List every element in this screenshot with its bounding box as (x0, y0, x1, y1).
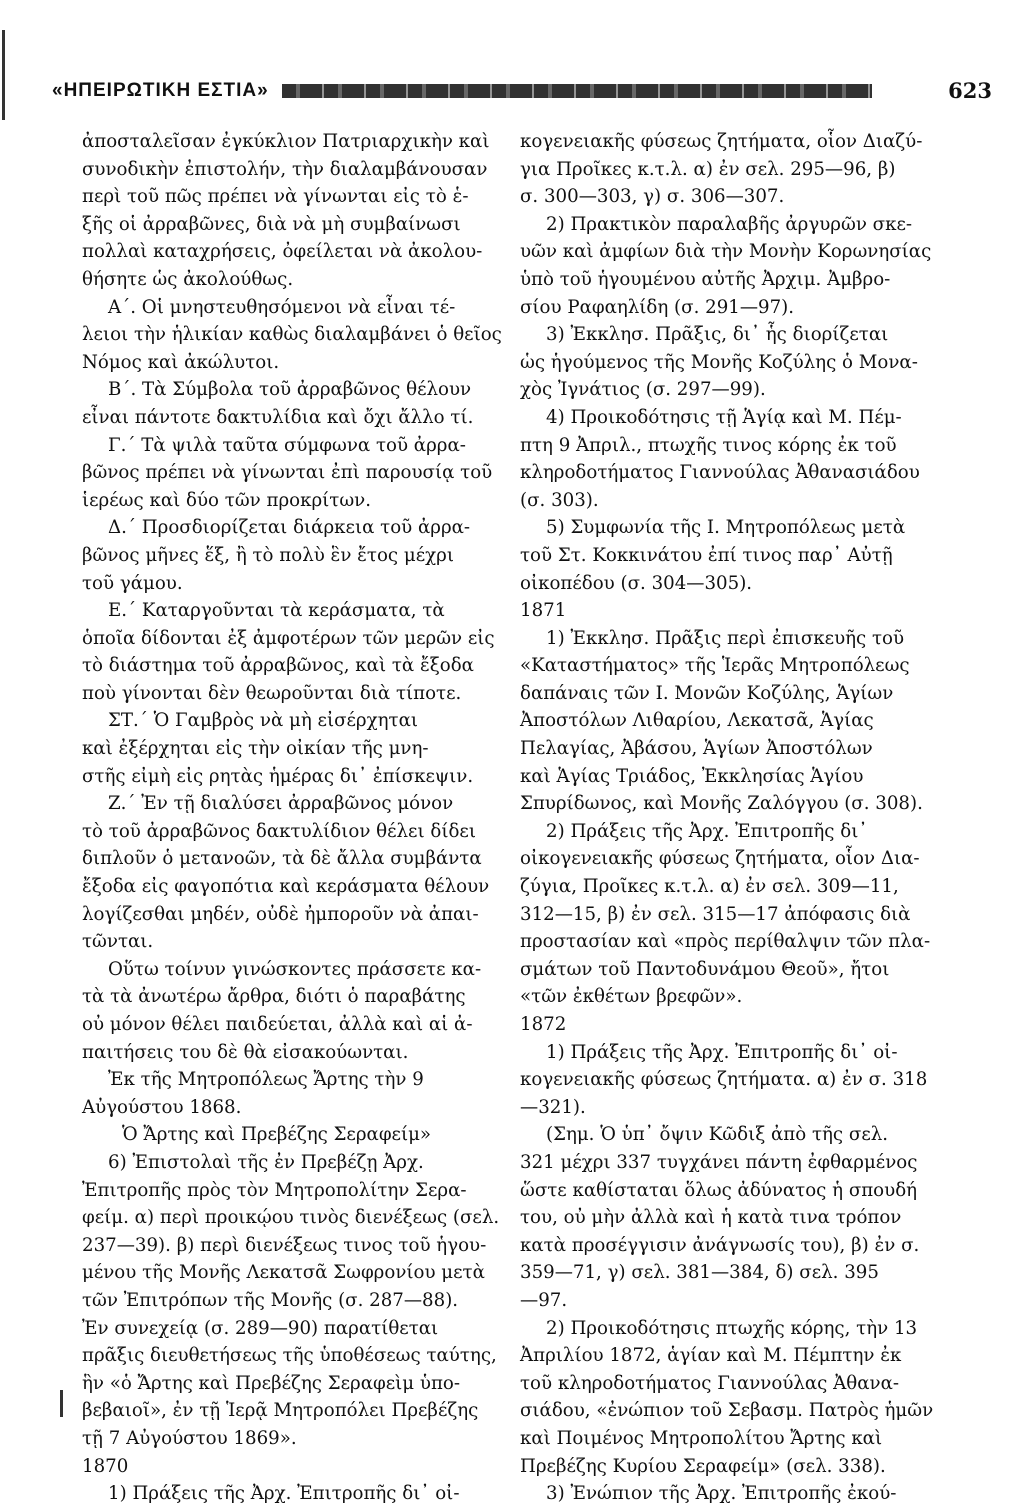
text-line: 312—15, β) ἐν σελ. 315—17 ἀπόφασις διὰ (520, 903, 911, 925)
text-line: 2) Πράξεις τῆς Ἀρχ. Ἐπιτροπῆς δι᾿ (546, 820, 868, 842)
text-line: τοῦ γάμου. (82, 572, 183, 594)
text-line: τοῦ Στ. Κοκκινάτου ἐπί τινος παρ᾿ Αὐτῇ (520, 544, 893, 566)
text-line: 1872 (520, 1014, 567, 1035)
text-line: στῆς εἰμὴ εἰς ρητὰς ἡμέρας δι᾿ ἐπίσκεψιν. (82, 765, 474, 787)
text-line: Ἀπριλίου 1872, ἁγίαν καὶ Μ. Πέμπτην ἐκ (520, 1345, 902, 1367)
right-column (520, 128, 940, 1508)
text-line: ποὺ γίνονται δὲν θεωροῦνται διὰ τίποτε. (82, 682, 462, 704)
text-line: —97. (520, 1289, 568, 1311)
text-line: ΣΤ.΄ Ὁ Γαμβρὸς νὰ μὴ εἰσέρχηται (108, 710, 418, 732)
text-line: Β΄. Τὰ Σύμβολα τοῦ ἀρραβῶνος θέλουν (108, 379, 472, 401)
scan-margin-mark (60, 1390, 63, 1417)
text-line: Ἐν συνεχείᾳ (σ. 289—90) παρατίθεται (82, 1317, 439, 1339)
text-line: ὡς ἡγούμενος τῆς Μονῆς Κοζύλης ὁ Μονα- (520, 351, 918, 373)
text-line: βῶνος μῆνες ἕξ, ἢ τὸ πολὺ ἓν ἔτος μέχρι (82, 544, 454, 566)
text-line: 1) Ἐκκλησ. Πρᾶξις περὶ ἐπισκευῆς τοῦ (546, 627, 905, 649)
text-line: Πρεβέζης Κυρίου Σεραφείμ» (σελ. 338). (520, 1455, 886, 1477)
text-line: 6) Ἐπιστολαὶ τῆς ἐν Πρεβέζῃ Ἀρχ. (108, 1151, 424, 1173)
text-line: τὰ τὰ ἀνωτέρω ἄρθρα, διότι ὁ παραβάτης (82, 986, 466, 1008)
text-line: 1) Πράξεις τῆς Ἀρχ. Ἐπιτροπῆς δι᾿ οἰ- (546, 1041, 898, 1063)
text-line: ὁποῖα δίδονται ἐξ ἀμφοτέρων τῶν μερῶν εἰς (82, 627, 495, 649)
text-line: καὶ ἐξέρχηται εἰς τὴν οἰκίαν τῆς μνη- (82, 738, 429, 760)
scan-margin-mark (2, 30, 5, 120)
text-line: βῶνος πρέπει νὰ γίνωνται ἐπὶ παρουσίᾳ τοῦ (82, 462, 493, 484)
text-line: οἰκοπέδου (σ. 304—305). (520, 572, 753, 594)
text-line: τῶνται. (82, 931, 154, 953)
text-line: ἔξοδα εἰς φαγοπότια καὶ κεράσματα θέλουν (82, 876, 490, 898)
text-line: «τῶν ἐκθέτων βρεφῶν». (520, 986, 743, 1008)
text-line: ἀποσταλεῖσαν ἐγκύκλιον Πατριαρχικὴν καὶ (82, 131, 490, 152)
text-line: 3) Ἐνώπιον τῆς Ἀρχ. Ἐπιτροπῆς ἐκού- (546, 1483, 897, 1505)
text-line: πολλαὶ καταχρήσεις, ὀφείλεται νὰ ἀκολου- (82, 241, 483, 263)
text-line: 5) Συμφωνία τῆς Ι. Μητροπόλεως μετὰ (546, 517, 906, 539)
text-line: 359—71, γ) σελ. 381—384, δ) σελ. 395 (520, 1262, 879, 1284)
text-line: μένου τῆς Μονῆς Λεκατσᾶ Σωφρονίου μετὰ (82, 1262, 485, 1284)
text-line: «Καταστήματος» τῆς Ἱερᾶς Μητροπόλεως (520, 655, 910, 677)
text-line: 2) Πρακτικὸν παραλαβῆς ἀργυρῶν σκε- (546, 213, 913, 235)
text-line: χὸς Ἰγνάτιος (σ. 297—99). (520, 379, 766, 401)
text-line: Ζ.΄ Ἐν τῇ διαλύσει ἀρραβῶνος μόνον (108, 793, 454, 815)
text-line: κογενειακῆς φύσεως ζητήματα. α) ἐν σ. 318 (520, 1069, 928, 1091)
text-line: συνοδικὴν ἐπιστολήν, τὴν διαλαμβάνουσαν (82, 158, 488, 180)
text-line: λειοι τὴν ἡλικίαν καθὼς διαλαμβάνει ὁ θεῖος (82, 324, 502, 346)
page-number: 623 (948, 78, 992, 103)
text-line: 4) Προικοδότησις τῇ Ἁγίᾳ καὶ Μ. Πέμ- (546, 406, 902, 428)
text-line: Νόμος καὶ ἀκώλυτοι. (82, 351, 280, 373)
text-line: του, οὐ μὴν ἀλλὰ καὶ ἡ κατὰ τινα τρόπον (520, 1207, 902, 1229)
text-line: διπλοῦν ὁ μετανοῶν, τὰ δὲ ἄλλα συμβάντα (82, 848, 482, 870)
text-line: 1) Πράξεις τῆς Ἀρχ. Ἐπιτροπῆς δι᾿ οἰ- (108, 1483, 460, 1505)
text-line: Ε.΄ Καταργοῦνται τὰ κεράσματα, τὰ (108, 600, 445, 622)
text-line: περὶ τοῦ πῶς πρέπει νὰ γίνωνται εἰς τὸ ἑ- (82, 186, 469, 208)
header-rule (282, 84, 872, 98)
text-line: τῶν Ἐπιτρόπων τῆς Μονῆς (σ. 287—88). (82, 1289, 459, 1311)
text-line: καὶ Ἁγίας Τριάδος, Ἐκκλησίας Ἁγίου (520, 765, 864, 787)
text-line: σ. 300—303, γ) σ. 306—307. (520, 186, 785, 208)
text-line: καὶ Ποιμένος Μητροπολίτου Ἄρτης καὶ (520, 1427, 883, 1449)
text-line: ἣν «ὁ Ἄρτης καὶ Πρεβέζης Σεραφεὶμ ὑπο- (82, 1372, 461, 1394)
journal-title: «ΗΠΕΙΡΩΤΙΚΗ ΕΣΤΙΑ» (52, 80, 269, 101)
text-line: —321). (520, 1096, 586, 1118)
text-line: ὑπὸ τοῦ ἡγουμένου αὐτῆς Ἀρχιμ. Ἀμβρο- (520, 268, 891, 290)
text-line: θήσητε ὡς ἀκολούθως. (82, 268, 294, 290)
text-line: Σπυρίδωνος, καὶ Μονῆς Ζαλόγγου (σ. 308). (520, 793, 923, 815)
text-line: ὥστε καθίσταται ὅλως ἀδύνατος ἡ σπουδή (520, 1179, 918, 1201)
text-line: σμάτων τοῦ Παντοδυνάμου Θεοῦ», ἤτοι (520, 958, 890, 980)
text-line: Αὐγούστου 1868. (82, 1096, 242, 1118)
text-line: δαπάναις τῶν Ι. Μονῶν Κοζύλης, Ἁγίων (520, 682, 894, 704)
text-line: 1870 (82, 1455, 129, 1477)
text-line: ἱερέως καὶ δύο τῶν προκρίτων. (82, 489, 372, 511)
text-line: σιάδου, «ἐνώπιον τοῦ Σεβασμ. Πατρὸς ἡμῶν (520, 1400, 934, 1422)
text-line: παιτήσεις του δὲ θὰ εἰσακούωνται. (82, 1041, 409, 1063)
text-line: σίου Ραφαηλίδη (σ. 291—97). (520, 296, 795, 318)
text-line: Ὁ Ἄρτης καὶ Πρεβέζης Σεραφείμ» (122, 1124, 432, 1146)
text-line: Ἀποστόλων Λιθαρίου, Λεκατσᾶ, Ἁγίας (520, 710, 874, 732)
text-line: οἰκογενειακῆς φύσεως ζητήματα, οἷον Δια- (520, 848, 920, 870)
text-line: 2) Προικοδότησις πτωχῆς κόρης, τὴν 13 (546, 1317, 918, 1339)
text-line: οὐ μόνον θέλει παιδεύεται, ἀλλὰ καὶ αἱ ἀ- (82, 1014, 473, 1035)
text-line: εἶναι πάντοτε δακτυλίδια καὶ ὄχι ἄλλο τί. (82, 406, 474, 428)
text-line: Ἐπιτροπῆς πρὸς τὸν Μητροπολίτην Σερα- (82, 1179, 467, 1201)
text-line: τῇ 7 Αὐγούστου 1869». (82, 1427, 297, 1449)
text-line: Ἐκ τῆς Μητροπόλεως Ἄρτης τὴν 9 (108, 1069, 424, 1091)
text-line: Α΄. Οἱ μνηστευθησόμενοι νὰ εἶναι τέ- (108, 296, 456, 318)
text-line: 3) Ἐκκλησ. Πρᾶξις, δι᾿ ἧς διορίζεται (546, 324, 889, 346)
text-line: Οὕτω τοίνυν γινώσκοντες πράσσετε κα- (108, 958, 482, 980)
text-line: υῶν καὶ ἀμφίων διὰ τὴν Μονὴν Κορωνησίας (520, 241, 932, 263)
text-line: Δ.΄ Προσδιορίζεται διάρκεια τοῦ ἀρρα- (108, 517, 471, 539)
text-line: φείμ. α) περὶ προικῴου τινὸς διενέξεως (σελ. (82, 1207, 500, 1229)
text-line: 321 μέχρι 337 τυγχάνει πάντη ἐφθαρμένος (520, 1151, 918, 1173)
text-line: για Προῖκες κ.τ.λ. α) ἐν σελ. 295—96, β) (520, 158, 896, 180)
text-line: ζύγια, Προῖκες κ.τ.λ. α) ἐν σελ. 309—11, (520, 876, 899, 898)
text-line: Γ.΄ Τὰ ψιλὰ ταῦτα σύμφωνα τοῦ ἀρρα- (108, 434, 466, 456)
text-line: προστασίαν καὶ «πρὸς περίθαλψιν τῶν πλα- (520, 931, 931, 953)
text-line: πτη 9 Ἀπριλ., πτωχῆς τινος κόρης ἐκ τοῦ (520, 434, 897, 456)
text-line: λογίζεσθαι μηδέν, οὐδὲ ἠμποροῦν νὰ ἀπαι- (82, 903, 479, 925)
page-header (52, 78, 992, 108)
text-line: Πελαγίας, Ἀβάσου, Ἁγίων Ἀποστόλων (520, 738, 873, 760)
text-line: ξῆς οἱ ἀρραβῶνες, διὰ νὰ μὴ συμβαίνωσι (82, 213, 461, 235)
text-line: κληροδοτήματος Γιαννούλας Ἀθανασιάδου (520, 462, 920, 484)
text-line: πρᾶξις διευθετήσεως τῆς ὑποθέσεως ταύτης, (82, 1345, 497, 1367)
text-line: 237—39). β) περὶ διενέξεως τινος τοῦ ἡγου- (82, 1234, 487, 1256)
text-line: τὸ τοῦ ἀρραβῶνος δακτυλίδιον θέλει δίδει (82, 820, 476, 842)
text-line: (σ. 303). (520, 489, 599, 511)
text-line: βεβαιοῖ», ἐν τῇ Ἱερᾷ Μητροπόλει Πρεβέζης (82, 1400, 479, 1422)
text-line: τὸ διάστημα τοῦ ἀρραβῶνος, καὶ τὰ ἔξοδα (82, 655, 474, 677)
text-line: 1871 (520, 600, 567, 622)
text-line: κογενειακῆς φύσεως ζητήματα, οἷον Διαζύ- (520, 131, 923, 152)
left-column (82, 128, 502, 1508)
text-line: τοῦ κληροδοτήματος Γιαννούλας Ἀθανα- (520, 1372, 899, 1394)
text-line: (Σημ. Ὁ ὑπ᾿ ὄψιν Κῶδιξ ἀπὸ τῆς σελ. (546, 1124, 889, 1146)
text-line: κατὰ προσέγγισιν ἀνάγνωσίς του), β) ἐν σ. (520, 1234, 920, 1256)
